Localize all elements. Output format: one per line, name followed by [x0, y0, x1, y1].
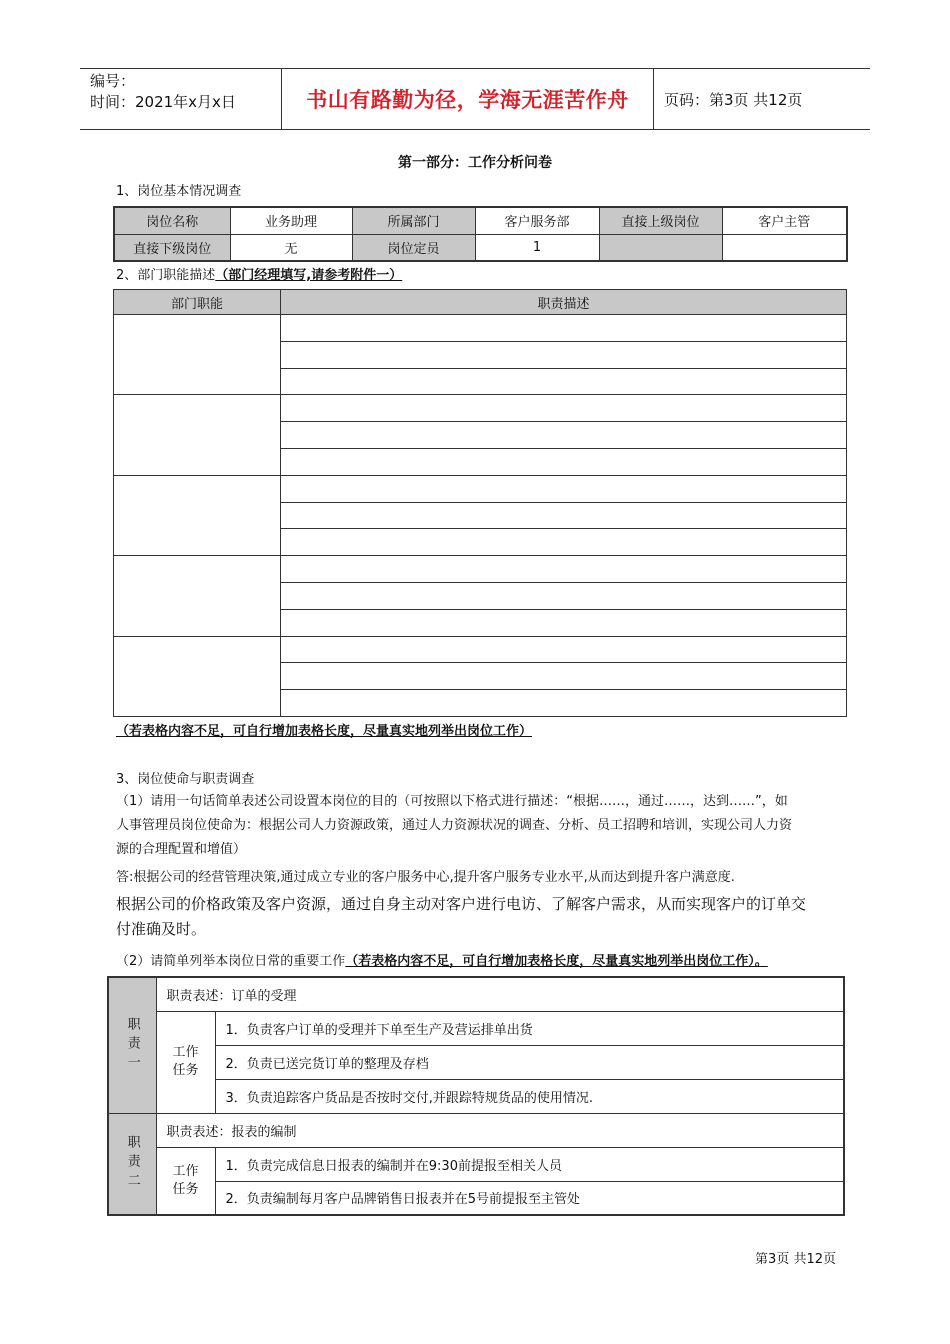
question1-line1: （1）请用一句话简单表述公司设置本岗位的目的（可按照以下格式进行描述：“根据……，通过……，达到……”，如	[116, 794, 788, 809]
header-page-info: 页码：第3页 共12页	[664, 90, 803, 109]
table-footnote: （若表格内容不足，可自行增加表格长度，尽量真实地列举出岗位工作）	[116, 724, 533, 739]
function-cell	[114, 636, 281, 716]
cell-label-department: 所属部门	[352, 207, 475, 234]
header-meta	[80, 69, 282, 129]
duty2-task-2: 2．负责编制每月客户品牌销售日报表并在5号前提报至主管处	[215, 1181, 844, 1215]
duty-cell	[281, 582, 847, 609]
duty1-description: 职责表述：订单的受理	[156, 977, 844, 1011]
function-cell	[114, 556, 281, 636]
number-label: 编号：	[90, 72, 136, 90]
answer2-line1: 根据公司的价格政策及客户资源，通过自身主动对客户进行电访、了解客户需求，从而实现客户的订单交	[116, 895, 807, 913]
cell-subordinate-value: 无	[230, 234, 352, 261]
duty1-side-label: 职责一	[108, 977, 156, 1113]
question2	[116, 950, 768, 969]
cell-empty	[722, 234, 847, 261]
cell-label-position: 岗位名称	[114, 207, 230, 234]
question1	[116, 790, 840, 862]
duty1-task-3: 3．负责追踪客户货品是否按时交付,并跟踪特规货品的使用情况.	[215, 1079, 844, 1113]
section2-heading-note: （部门经理填写,请参考附件一）	[215, 268, 403, 283]
duty2-description: 职责表述：报表的编制	[156, 1113, 844, 1147]
cell-headcount-value: 1	[475, 234, 599, 261]
duty-cell	[281, 502, 847, 529]
question1-line2: 人事管理员岗位使命为：根据公司人力资源政策，通过人力资源状况的调查、分析、员工招聘和培训，实现公司人力资	[116, 818, 793, 833]
duty2-side-label: 职责二	[108, 1113, 156, 1215]
header-duty: 职责描述	[281, 290, 847, 315]
duty-cell	[281, 368, 847, 395]
duty-cell	[281, 475, 847, 502]
cell-position-value: 业务助理	[230, 207, 352, 234]
cell-superior-value: 客户主管	[722, 207, 847, 234]
header-motto: 书山有路勤为径，学海无涯苦作舟	[282, 69, 654, 129]
duty1-task-label	[156, 1011, 215, 1113]
task-label-text: 工作任务	[172, 1045, 199, 1078]
section1-heading: 1、岗位基本情况调查	[116, 184, 242, 199]
cell-label-subordinate: 直接下级岗位	[114, 234, 230, 261]
function-cell	[114, 475, 281, 555]
duty-cell	[281, 663, 847, 690]
answer1: 答:根据公司的经营管理决策,通过成立专业的客户服务中心,提升客户服务专业水平,从而达到提升客户满意度.	[116, 870, 735, 885]
duty-cell	[281, 690, 847, 717]
duty-cell	[281, 636, 847, 663]
question1-line3: 源的合理配置和增值）	[116, 842, 247, 857]
task-label-text: 工作任务	[172, 1163, 199, 1197]
document-title: 第一部分：工作分析问卷	[398, 155, 552, 171]
duty-cell	[281, 448, 847, 475]
basic-info-table	[113, 206, 848, 262]
cell-department-value: 客户服务部	[475, 207, 599, 234]
cell-label-headcount: 岗位定员	[352, 234, 475, 261]
duty-cell	[281, 529, 847, 556]
duty2-task-label	[156, 1147, 215, 1215]
function-cell	[114, 395, 281, 475]
function-cell	[114, 315, 281, 395]
question2-prefix: （2）请简单列举本岗位日常的重要工作	[116, 954, 346, 969]
duty-cell	[281, 556, 847, 583]
header-function: 部门职能	[114, 290, 281, 315]
question2-note: （若表格内容不足，可自行增加表格长度，尽量真实地列举出岗位工作）。	[345, 954, 768, 969]
section2-heading-prefix: 2、部门职能描述	[116, 268, 216, 283]
duty2-task-1: 1．负责完成信息日报表的编制并在9:30前提报至相关人员	[215, 1147, 844, 1181]
answer2-line2: 付准确及时。	[116, 920, 207, 938]
answer2	[116, 892, 846, 942]
cell-label-superior: 直接上级岗位	[599, 207, 722, 234]
time-label: 时间：2021年x月x日	[90, 93, 236, 111]
section3-heading: 3、岗位使命与职责调查	[116, 772, 255, 787]
duty1-task-2: 2．负责已送完货订单的整理及存档	[215, 1045, 844, 1079]
duties-table	[107, 976, 845, 1216]
department-function-table	[113, 289, 847, 717]
cell-empty-gray	[599, 234, 722, 261]
duty-cell	[281, 341, 847, 368]
duty-cell	[281, 395, 847, 422]
duty-cell	[281, 315, 847, 342]
duty-cell	[281, 609, 847, 636]
page-footer: 第3页 共12页	[755, 1252, 836, 1267]
section2-heading	[116, 264, 402, 283]
duty1-task-1: 1．负责客户订单的受理并下单至生产及营运排单出货	[215, 1011, 844, 1045]
page-header	[80, 68, 870, 130]
duty-cell	[281, 422, 847, 449]
